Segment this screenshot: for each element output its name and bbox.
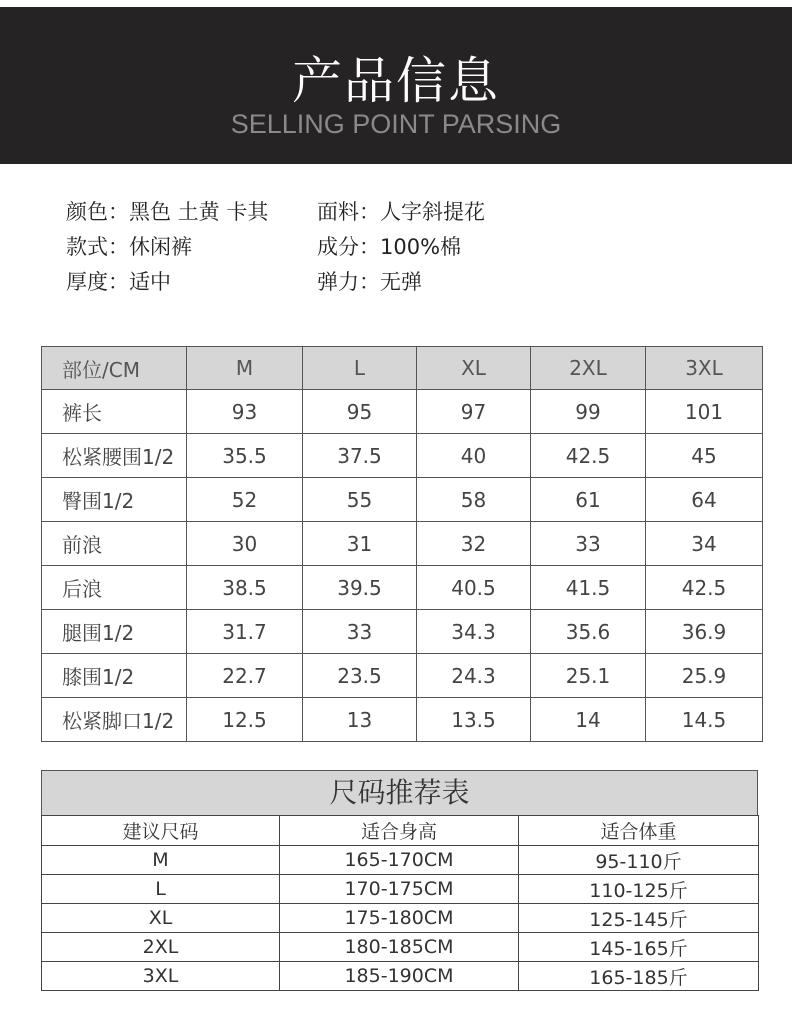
size-chart-cell: 33 xyxy=(303,610,417,654)
recommendation-weight-cell: 165-185斤 xyxy=(519,962,759,991)
size-chart-table xyxy=(41,346,763,742)
size-chart-cell: 23.5 xyxy=(303,654,417,698)
recommendation-weight-cell: 110-125斤 xyxy=(519,875,759,904)
recommendation-height-cell: 175-180CM xyxy=(280,904,519,933)
size-chart-row xyxy=(42,390,763,434)
size-chart-cell: 41.5 xyxy=(531,566,646,610)
size-chart-cell: 31.7 xyxy=(187,610,303,654)
size-chart-cell: 14.5 xyxy=(646,698,763,742)
recommendation-row xyxy=(42,933,759,962)
size-chart-cell: 25.9 xyxy=(646,654,763,698)
product-attributes xyxy=(66,195,485,300)
recommendation-row xyxy=(42,846,759,875)
size-chart-cell: 55 xyxy=(303,478,417,522)
size-chart-row xyxy=(42,566,763,610)
size-chart-cell: 95 xyxy=(303,390,417,434)
size-chart-row-label: 后浪 xyxy=(42,566,187,610)
size-chart-cell: 45 xyxy=(646,434,763,478)
recommendation-weight-cell: 125-145斤 xyxy=(519,904,759,933)
size-chart-cell: 36.9 xyxy=(646,610,763,654)
recommendation-height-cell: 180-185CM xyxy=(280,933,519,962)
recommendation-header-size: 建议尺码 xyxy=(42,816,280,846)
attribute-row xyxy=(66,265,485,300)
size-chart-header-2xl: 2XL xyxy=(531,347,646,390)
size-chart-header-m: M xyxy=(187,347,303,390)
size-chart-cell: 22.7 xyxy=(187,654,303,698)
size-chart-cell: 40 xyxy=(417,434,531,478)
recommendation-header-weight: 适合体重 xyxy=(519,816,759,846)
attribute-elasticity: 弹力：无弹 xyxy=(317,270,422,294)
recommendation-size-cell: L xyxy=(42,875,280,904)
size-chart-cell: 13.5 xyxy=(417,698,531,742)
size-chart-cell: 30 xyxy=(187,522,303,566)
size-chart-row-label: 松紧腰围1/2 xyxy=(42,434,187,478)
size-chart-cell: 12.5 xyxy=(187,698,303,742)
page-subtitle: SELLING POINT PARSING xyxy=(230,109,562,139)
size-chart-row xyxy=(42,610,763,654)
size-chart-header-l: L xyxy=(303,347,417,390)
size-chart-cell: 61 xyxy=(531,478,646,522)
attribute-style: 款式：休闲裤 xyxy=(66,235,192,259)
size-chart-cell: 101 xyxy=(646,390,763,434)
size-chart-row xyxy=(42,654,763,698)
recommendation-size-cell: M xyxy=(42,846,280,875)
size-chart-row-label: 腿围1/2 xyxy=(42,610,187,654)
size-chart-cell: 25.1 xyxy=(531,654,646,698)
size-chart-row-label: 前浪 xyxy=(42,522,187,566)
recommendation-height-cell: 170-175CM xyxy=(280,875,519,904)
size-chart-cell: 31 xyxy=(303,522,417,566)
attribute-row xyxy=(66,230,485,265)
size-chart-cell: 64 xyxy=(646,478,763,522)
size-chart-cell: 42.5 xyxy=(531,434,646,478)
size-chart-row xyxy=(42,522,763,566)
size-chart-cell: 52 xyxy=(187,478,303,522)
attribute-color: 颜色：黑色 土黄 卡其 xyxy=(66,200,269,224)
size-chart-cell: 24.3 xyxy=(417,654,531,698)
size-chart-row-label: 膝围1/2 xyxy=(42,654,187,698)
recommendation-height-cell: 165-170CM xyxy=(280,846,519,875)
size-recommendation-table xyxy=(41,815,759,991)
attribute-composition: 成分：100%棉 xyxy=(317,235,462,259)
size-chart-row xyxy=(42,698,763,742)
size-chart-row xyxy=(42,434,763,478)
size-chart-cell: 42.5 xyxy=(646,566,763,610)
recommendation-size-cell: XL xyxy=(42,904,280,933)
recommendation-title: 尺码推荐表 xyxy=(41,770,758,816)
size-chart-cell: 32 xyxy=(417,522,531,566)
attribute-thickness: 厚度：适中 xyxy=(66,270,171,294)
size-chart-cell: 13 xyxy=(303,698,417,742)
recommendation-size-cell: 2XL xyxy=(42,933,280,962)
recommendation-row xyxy=(42,904,759,933)
size-chart-cell: 93 xyxy=(187,390,303,434)
size-chart-cell: 14 xyxy=(531,698,646,742)
size-chart-row-label: 臀围1/2 xyxy=(42,478,187,522)
recommendation-weight-cell: 145-165斤 xyxy=(519,933,759,962)
size-chart-header-row xyxy=(42,347,763,390)
recommendation-weight-cell: 95-110斤 xyxy=(519,846,759,875)
size-chart-row-label: 松紧脚口1/2 xyxy=(42,698,187,742)
size-chart-cell: 37.5 xyxy=(303,434,417,478)
page-title: 产品信息 xyxy=(292,52,500,110)
attribute-fabric: 面料：人字斜提花 xyxy=(317,200,485,224)
size-chart-cell: 40.5 xyxy=(417,566,531,610)
size-chart-cell: 97 xyxy=(417,390,531,434)
size-chart-cell: 35.6 xyxy=(531,610,646,654)
recommendation-row xyxy=(42,875,759,904)
size-chart-cell: 34 xyxy=(646,522,763,566)
size-chart-cell: 38.5 xyxy=(187,566,303,610)
size-chart-cell: 35.5 xyxy=(187,434,303,478)
size-chart-cell: 33 xyxy=(531,522,646,566)
size-chart-row xyxy=(42,478,763,522)
recommendation-header-row xyxy=(42,816,759,846)
recommendation-height-cell: 185-190CM xyxy=(280,962,519,991)
size-chart-row-label: 裤长 xyxy=(42,390,187,434)
size-chart-header-part: 部位/CM xyxy=(42,347,187,390)
size-chart-cell: 34.3 xyxy=(417,610,531,654)
recommendation-size-cell: 3XL xyxy=(42,962,280,991)
size-chart-header-xl: XL xyxy=(417,347,531,390)
header-banner xyxy=(0,7,792,164)
size-chart-cell: 39.5 xyxy=(303,566,417,610)
size-chart-cell: 58 xyxy=(417,478,531,522)
size-chart-header-3xl: 3XL xyxy=(646,347,763,390)
recommendation-row xyxy=(42,962,759,991)
recommendation-header-height: 适合身高 xyxy=(280,816,519,846)
size-chart-cell: 99 xyxy=(531,390,646,434)
attribute-row xyxy=(66,195,485,230)
